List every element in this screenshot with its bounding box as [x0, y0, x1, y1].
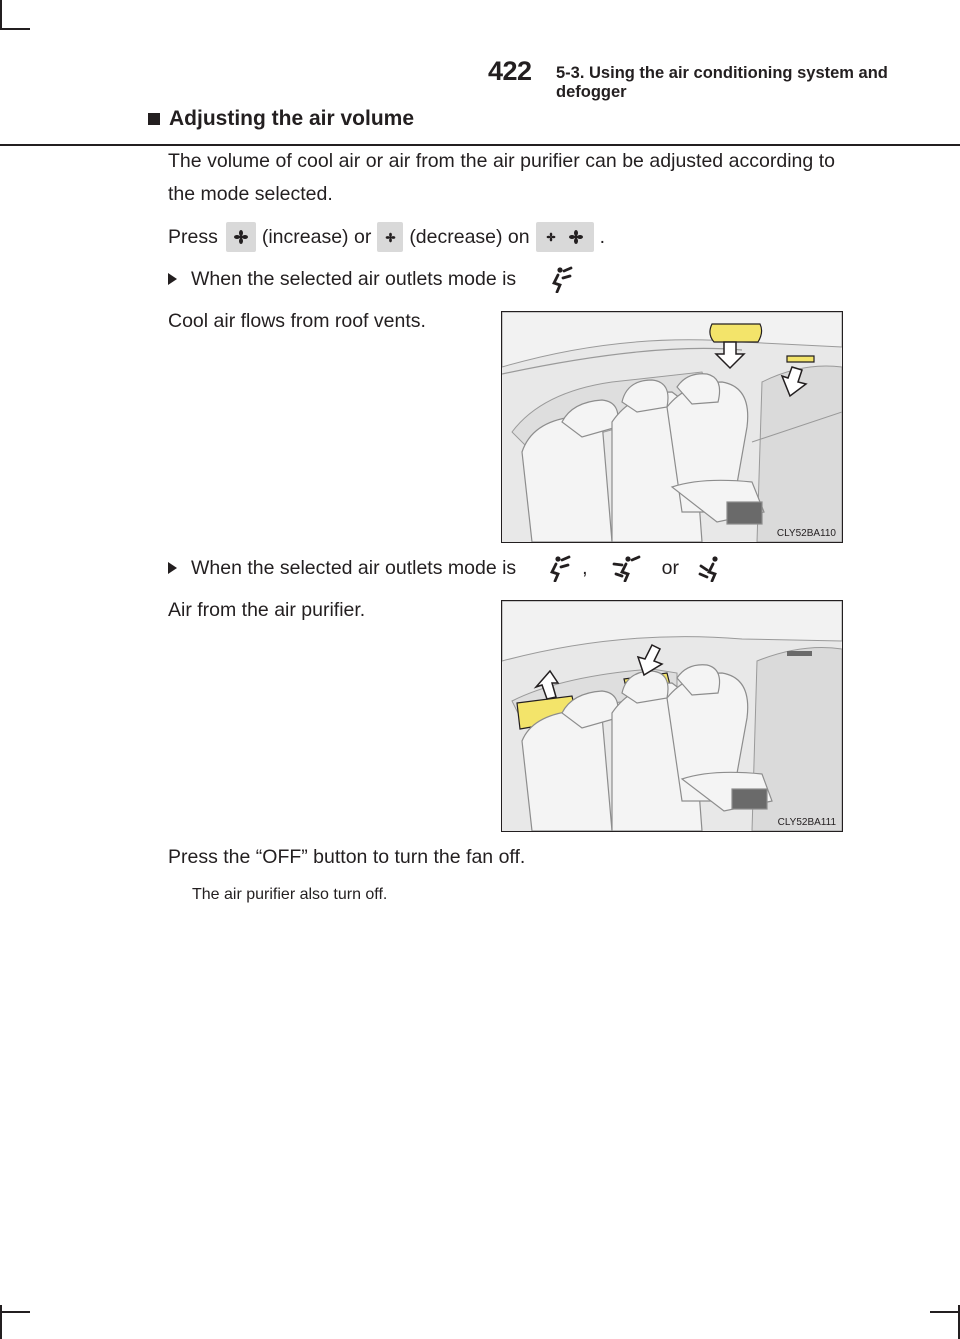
section-heading — [148, 107, 414, 131]
off-instruction: Press the “OFF” button to turn the fan off. — [168, 846, 526, 868]
airflow-upper-icon — [544, 265, 576, 293]
decrease-text: (decrease) on — [409, 225, 530, 248]
page-number: 422 — [488, 56, 532, 86]
roof-vent-illustration — [501, 311, 843, 543]
figure-code: CLY52BA110 — [776, 528, 836, 539]
heading-text: Adjusting the air volume — [169, 107, 415, 130]
triangle-bullet-icon — [168, 273, 177, 285]
mode-a-description: Cool air flows from roof vents. — [168, 310, 426, 332]
car-interior-image — [502, 601, 842, 831]
fan-icon — [568, 229, 584, 245]
separator-comma: , — [582, 556, 588, 579]
mode-b-bullet-text: When the selected air outlets mode is — [191, 556, 517, 579]
fan-icon — [385, 232, 396, 243]
press-instruction — [168, 220, 605, 254]
page-header — [0, 52, 960, 101]
fan-speed-switch — [536, 222, 594, 252]
section-title: 5-3. Using the air conditioning system and defogger — [556, 64, 888, 101]
airflow-lower-icon — [697, 554, 729, 582]
crop-mark — [0, 28, 30, 30]
intro-paragraph: The volume of cool air or air from the air purifier can be adjusted according to the mode selected. — [168, 150, 835, 205]
figure-code: CLY52BA111 — [777, 817, 836, 828]
square-bullet-icon — [148, 113, 160, 125]
fan-icon — [546, 232, 556, 242]
note-text: The air purifier also turn off. — [192, 886, 388, 903]
crop-mark — [930, 1311, 960, 1313]
fan-decrease-button — [377, 222, 403, 252]
crop-mark — [0, 1311, 30, 1313]
fan-increase-button — [226, 222, 256, 252]
fan-icon — [233, 229, 249, 245]
period-text: . — [599, 225, 606, 248]
increase-text: (increase) or — [261, 225, 372, 248]
press-text: Press — [168, 225, 218, 248]
crop-mark — [0, 0, 2, 30]
mode-b-description: Air from the air purifier. — [168, 599, 366, 621]
airflow-upper-icon — [542, 554, 574, 582]
separator-or: or — [661, 556, 679, 579]
triangle-bullet-icon — [168, 562, 177, 574]
car-interior-image — [502, 312, 842, 542]
airflow-bilevel-icon — [610, 554, 644, 582]
mode-b-bullet — [168, 553, 735, 583]
mode-a-bullet — [168, 264, 582, 294]
air-purifier-illustration — [501, 600, 843, 832]
mode-a-bullet-text: When the selected air outlets mode is — [191, 267, 517, 290]
